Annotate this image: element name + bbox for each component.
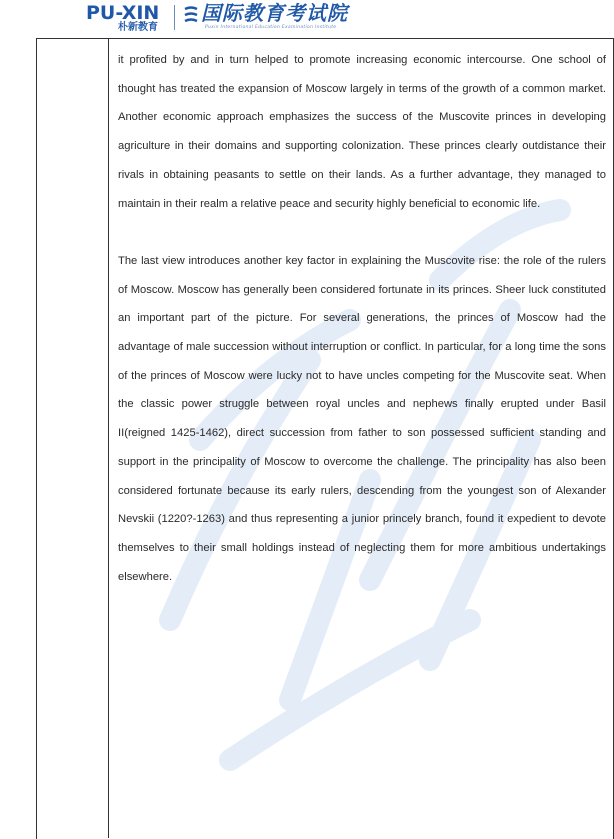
article-body	[118, 46, 606, 591]
page-header	[0, 0, 614, 34]
brand-latin: PU-XIN	[86, 2, 160, 24]
paragraph-1: it profited by and in turn helped to promote increasing economic intercourse. One school of thought has treated the expansion of Moscow largely in terms of the growth of a common market. Another economic approach emphasizes the success of the Muscovite princes in developing agriculture in their domains and supporting colonization. These princes clearly outdistance their rivals in obtaining peasants to settle on their lands. As a further advantage, they managed to maintain in their realm a relative peace and security highly beneficial to economic life.	[118, 54, 606, 210]
paragraph-2: The last view introduces another key factor in explaining the Muscovite rise: the role of the rulers of Moscow. Moscow has generally been considered fortunate in its princes. Sheer luck constituted an important part of the picture. For several generations, the princes of Moscow had the advantage of male succession without interruption or conflict. In particular, for a long time the sons of the princes of Moscow were lucky not to have uncles competing for the Muscovite seat. When the classic power struggle between royal uncles and nephews finally erupted under Basil II(reigned 1425-1462), direct succession from father to son possessed sufficient standing and support in the principality of Moscow to overcome the challenge. The principality has also been considered fortunate because its early rulers, descending from the youngest son of Alexander Nevskii (1220?-1263) and thus representing a junior princely branch, found it expedient to devote themselves to their small holdings instead of neglecting them for more ambitious undertakings elsewhere.	[118, 254, 606, 583]
brand-cn: 朴新教育	[118, 22, 158, 33]
puxin-logo	[86, 3, 166, 33]
logo-divider	[174, 5, 175, 30]
institute-cn: 国际教育考试院	[201, 1, 348, 25]
institute-en: Puxin International Education Examination Institute	[205, 25, 337, 30]
column-divider	[108, 38, 109, 838]
institute-mark-icon	[183, 6, 199, 26]
institute-logo	[183, 3, 383, 33]
